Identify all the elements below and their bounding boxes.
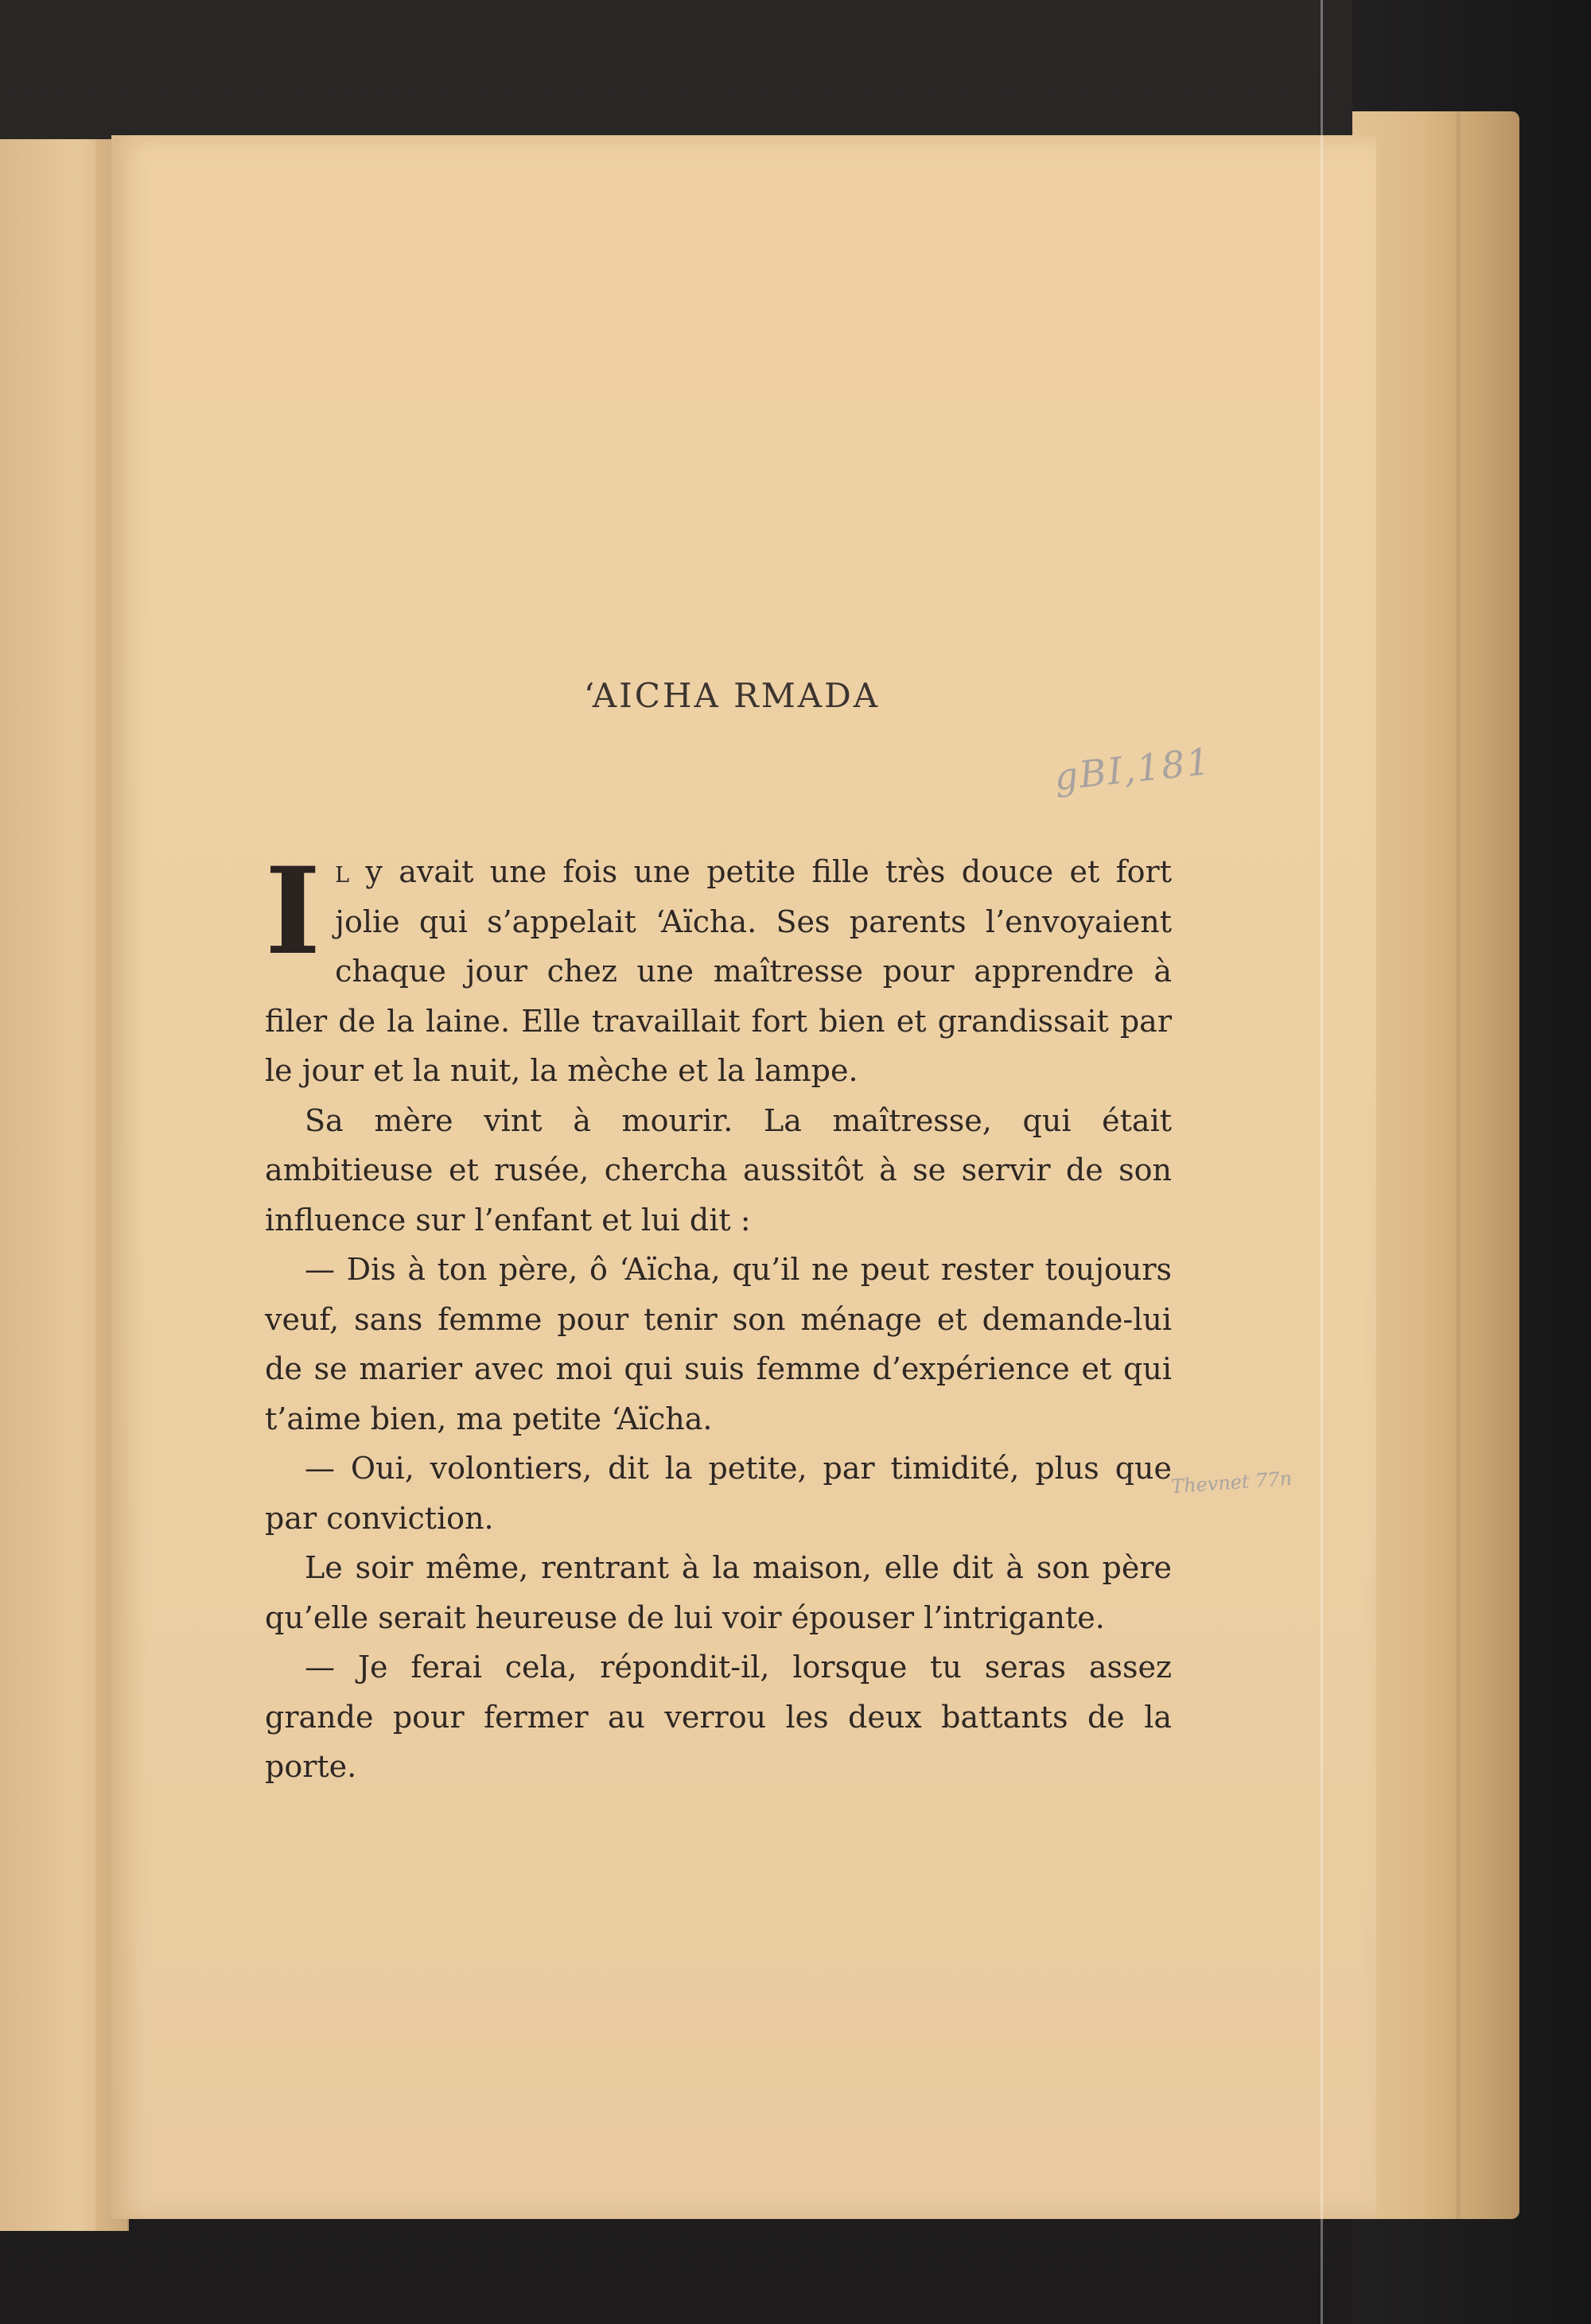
- page-title: ‘AICHA RMADA: [583, 676, 881, 715]
- drop-cap: I: [265, 841, 321, 981]
- page-stack-edges: [1352, 111, 1519, 2219]
- paragraph: — Oui, volontiers, dit la petite, par timidité, plus que par conviction.: [265, 1451, 1172, 1536]
- paragraph: Le soir même, rentrant à la maison, elle dit à son père qu’elle serait heureuse de lui voir épouser l’intrigante.: [265, 1550, 1172, 1635]
- paragraph: [265, 841, 1172, 1096]
- transparent-sheet-edge: [1321, 0, 1323, 2324]
- paragraph: — Je ferai cela, répondit-il, lorsque tu seras assez grande pour fermer au verrou les deux battants de la porte.: [265, 1650, 1172, 1784]
- paragraph: Sa mère vint à mourir. La maîtresse, qui était ambitieuse et rusée, chercha aussitôt à se servir de son influence sur l’enfant et lui dit :: [265, 1102, 1172, 1238]
- first-word-rest: l: [335, 854, 350, 889]
- pencil-margin-note: Thevnet 77n: [1170, 1467, 1293, 1498]
- paragraph-text: y avait une fois une petite fille très douce et fort jolie qui s’appelait ‘Aïcha. Ses parents l’envoyaient chaque jour chez une maîtresse pour apprendre à filer de la laine. Elle travaillait fort bien et grandissait par le jour et la nuit, la mèche et la lampe.: [265, 854, 1172, 1088]
- paragraph: — Dis à ton père, ô ‘Aïcha, qu’il ne peut rester toujours veuf, sans femme pour tenir son ménage et demande-lui de se marier avec moi qui suis femme d’expérience et qui t’aime bien, ma petite ‘Aïcha.: [265, 1252, 1172, 1436]
- body-text: [265, 841, 1172, 1792]
- pencil-shelfmark: gBI,181: [1052, 739, 1214, 799]
